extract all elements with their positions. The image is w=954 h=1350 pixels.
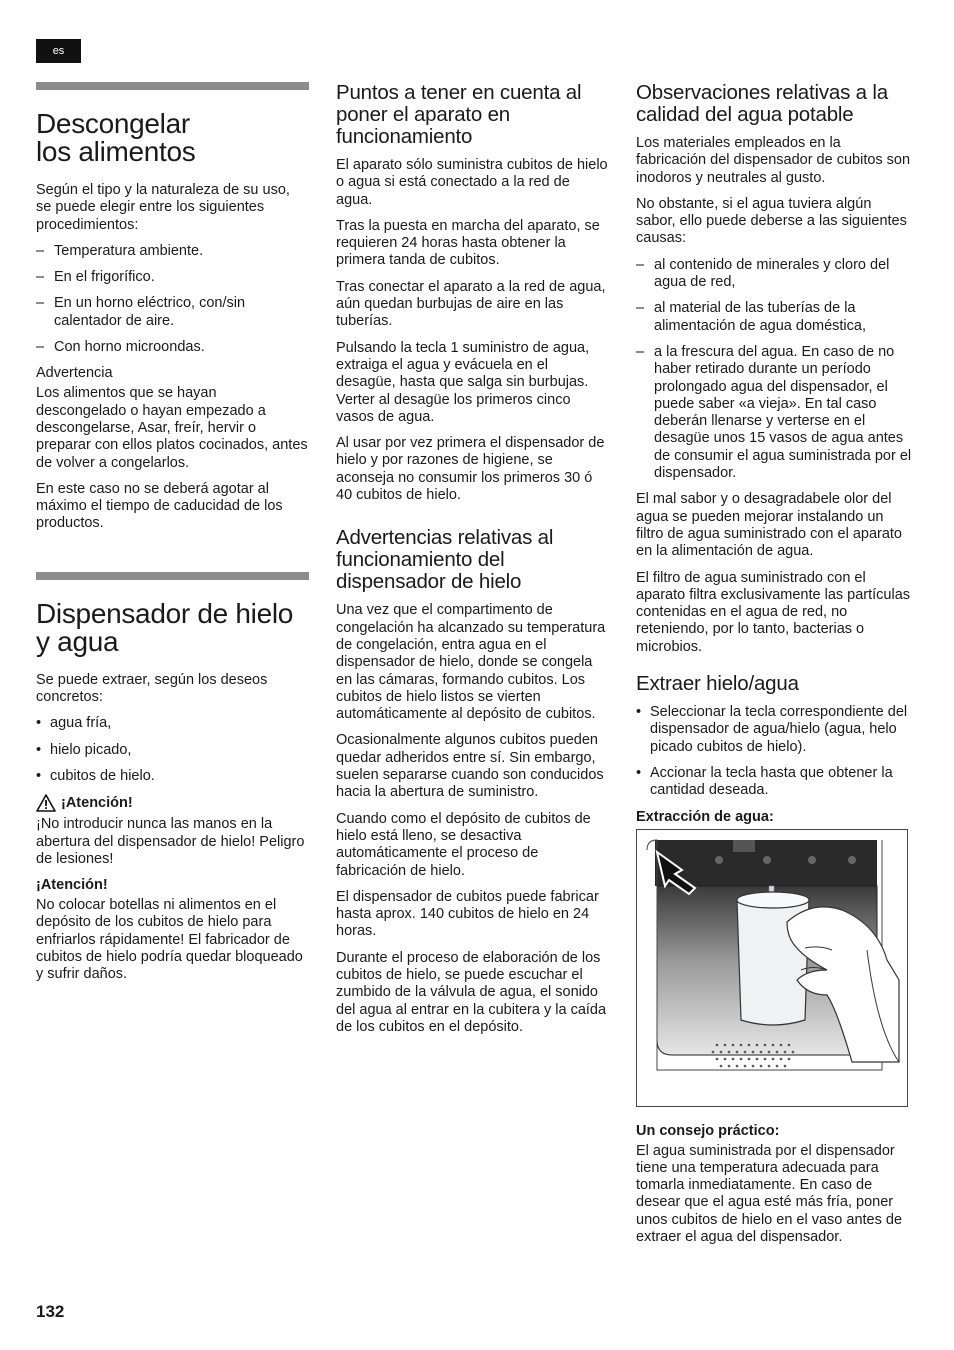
paragraph: El filtro de agua suministrado con el aparato filtra exclusivamente las partículas contenidas en el agua de red, no reteniendo, por lo tanto, bacterias o microbios. bbox=[636, 569, 911, 655]
paragraph: Al usar por vez primera el dispensador de hielo y por razones de higiene, se aconseja no consumir los primeros 30 ó 40 cubitos de hielo. bbox=[336, 435, 605, 504]
method-list bbox=[36, 243, 309, 356]
list-item: • Seleccionar la tecla correspondiente del dispensador de agua/hielo (agua, helo picado cubitos de hielo). bbox=[636, 704, 914, 756]
section-title-advertencias: Advertencias relativas al funcionamiento del dispensador de hielo bbox=[336, 526, 554, 594]
column-left bbox=[36, 82, 309, 993]
warning-triangle-icon bbox=[36, 794, 56, 812]
title-line: y agua bbox=[36, 625, 119, 657]
paragraph: El mal sabor y o desagradabele olor del agua se pueden mejorar instalando un filtro de agua suministrado con el aparato en la alimentación de agua. bbox=[636, 491, 902, 560]
list-item: – a la frescura del agua. En caso de no haber retirado durante un período prolongado agua del dispensador, el puede saber «a vieja». En tal caso deberán llenarse y verterse en el desagüe unos 15 vasos de agua antes de consumir el agua suministrada por el dispensador. bbox=[636, 344, 914, 482]
list-item: – al material de las tuberías de la alimentación de agua doméstica, bbox=[636, 300, 914, 335]
language-badge: es bbox=[36, 39, 81, 63]
paragraph: Los materiales empleados en la fabricación del dispensador de cubitos son inodoros y neutrales al gusto. bbox=[636, 135, 911, 186]
list-item: – al contenido de minerales y cloro del agua de red, bbox=[636, 257, 914, 292]
attention-title: ¡Atención! bbox=[36, 877, 108, 894]
tip-text: El agua suministrada por el dispensador tiene una temperatura adecuada para tomarla inmediatamente. En caso de desear que el agua esté más fría, poner unos cubitos de hielo en el vaso antes de extraer el agua del dispensador. bbox=[636, 1142, 903, 1245]
title-line: Dispensador de hielo bbox=[36, 597, 294, 629]
options-list bbox=[36, 715, 309, 785]
attention-heading bbox=[36, 794, 309, 812]
page-number: 132 bbox=[36, 1302, 65, 1321]
list-item: • hielo picado, bbox=[36, 742, 309, 759]
causes-list bbox=[636, 257, 914, 483]
water-extraction-illustration bbox=[636, 829, 908, 1107]
paragraph: Ocasionalmente algunos cubitos pueden quedar adheridos entre sí. Sin embargo, suelen separarse cuando son conducidos hacia la abertura de suministro. bbox=[336, 732, 604, 801]
section-title-extraer: Extraer hielo/agua bbox=[636, 672, 799, 696]
dispenser-drawing bbox=[637, 830, 907, 1106]
attention-title: ¡Atención! bbox=[61, 795, 133, 812]
paragraph: Una vez que el compartimento de congelación ha alcanzado su temperatura de congelación, entra agua en el dispensador de hielo, donde se congela en las cámaras, formando cubitos. Los cubitos de hielo listos se vierten automáticamente al depósito de cubitos. bbox=[336, 602, 606, 723]
section-title-puntos: Puntos a tener en cuenta al poner el aparato en funcionamiento bbox=[336, 81, 582, 148]
paragraph: Cuando como el depósito de cubitos de hielo está lleno, se desactiva automáticamente el proceso de fabricación de hielo. bbox=[336, 810, 591, 879]
extraction-label: Extracción de agua: bbox=[636, 808, 774, 825]
section-rule bbox=[36, 572, 309, 580]
intro-text: Según el tipo y la naturaleza de su uso, se puede elegir entre los siguientes procedimientos: bbox=[36, 182, 290, 233]
list-item: • Accionar la tecla hasta que obtener la cantidad deseada. bbox=[636, 765, 914, 800]
paragraph: El aparato sólo suministra cubitos de hielo o agua si está conectado a la red de agua. bbox=[336, 157, 608, 208]
section-title-dispensador bbox=[36, 597, 309, 657]
section-rule bbox=[36, 82, 309, 90]
warning-title: Advertencia bbox=[36, 365, 113, 382]
section-title-descongelar bbox=[36, 110, 309, 166]
attention-text: ¡No introducir nunca las manos en la abertura del dispensador de hielo! Peligro de lesiones! bbox=[36, 816, 305, 867]
note-text: En este caso no se deberá agotar al máximo el tiempo de caducidad de los productos. bbox=[36, 480, 283, 532]
column-middle bbox=[336, 82, 608, 1045]
tip-title: Un consejo práctico: bbox=[636, 1122, 780, 1139]
paragraph: Durante el proceso de elaboración de los cubitos de hielo, se puede escuchar el zumbido de la válvula de agua, el sonido del agua al entrar en la cubitera y la caída de los cubitos en el depósito. bbox=[336, 949, 607, 1035]
attention-text: No colocar botellas ni alimentos en el depósito de los cubitos de hielo para enfriarlos rápidamente! El fabricador de cubitos de hielo podría quedar bloqueado y sufrir daños. bbox=[36, 897, 303, 983]
list-item: – En el frigorífico. bbox=[36, 269, 309, 286]
column-right bbox=[636, 82, 914, 1255]
list-item: – Temperatura ambiente. bbox=[36, 243, 309, 260]
warning-text: Los alimentos que se hayan descongelado o hayan empezado a descongelarse, Asar, freír, hervir o preparar con ellos platos cocinados, antes de volver a congelarlos. bbox=[36, 385, 308, 471]
title-line: Descongelar bbox=[36, 108, 190, 139]
title-line: los alimentos bbox=[36, 136, 196, 167]
steps-list bbox=[636, 704, 914, 799]
list-item: • cubitos de hielo. bbox=[36, 768, 309, 785]
list-item: • agua fría, bbox=[36, 715, 309, 732]
paragraph: No obstante, si el agua tuviera algún sabor, ello puede deberse a las siguientes causas: bbox=[636, 195, 907, 247]
intro-text: Se puede extraer, según los deseos concretos: bbox=[36, 671, 268, 706]
paragraph: Tras conectar el aparato a la red de agua, aún quedan burbujas de aire en las tuberías. bbox=[336, 278, 606, 330]
list-item: – Con horno microondas. bbox=[36, 339, 309, 356]
paragraph: El dispensador de cubitos puede fabricar hasta aprox. 140 cubitos de hielo en 24 horas. bbox=[336, 888, 599, 940]
paragraph: Tras la puesta en marcha del aparato, se requieren 24 horas hasta obtener la primera tanda de cubitos. bbox=[336, 217, 600, 269]
paragraph: Pulsando la tecla 1 suministro de agua, extraiga el agua y evácuela en el desagüe, hasta que salga sin burbujas. Verter al desagüe los primeros cinco vasos de agua. bbox=[336, 339, 590, 425]
section-title-observaciones: Observaciones relativas a la calidad del agua potable bbox=[636, 81, 888, 126]
list-item: – En un horno eléctrico, con/sin calentador de aire. bbox=[36, 295, 309, 330]
